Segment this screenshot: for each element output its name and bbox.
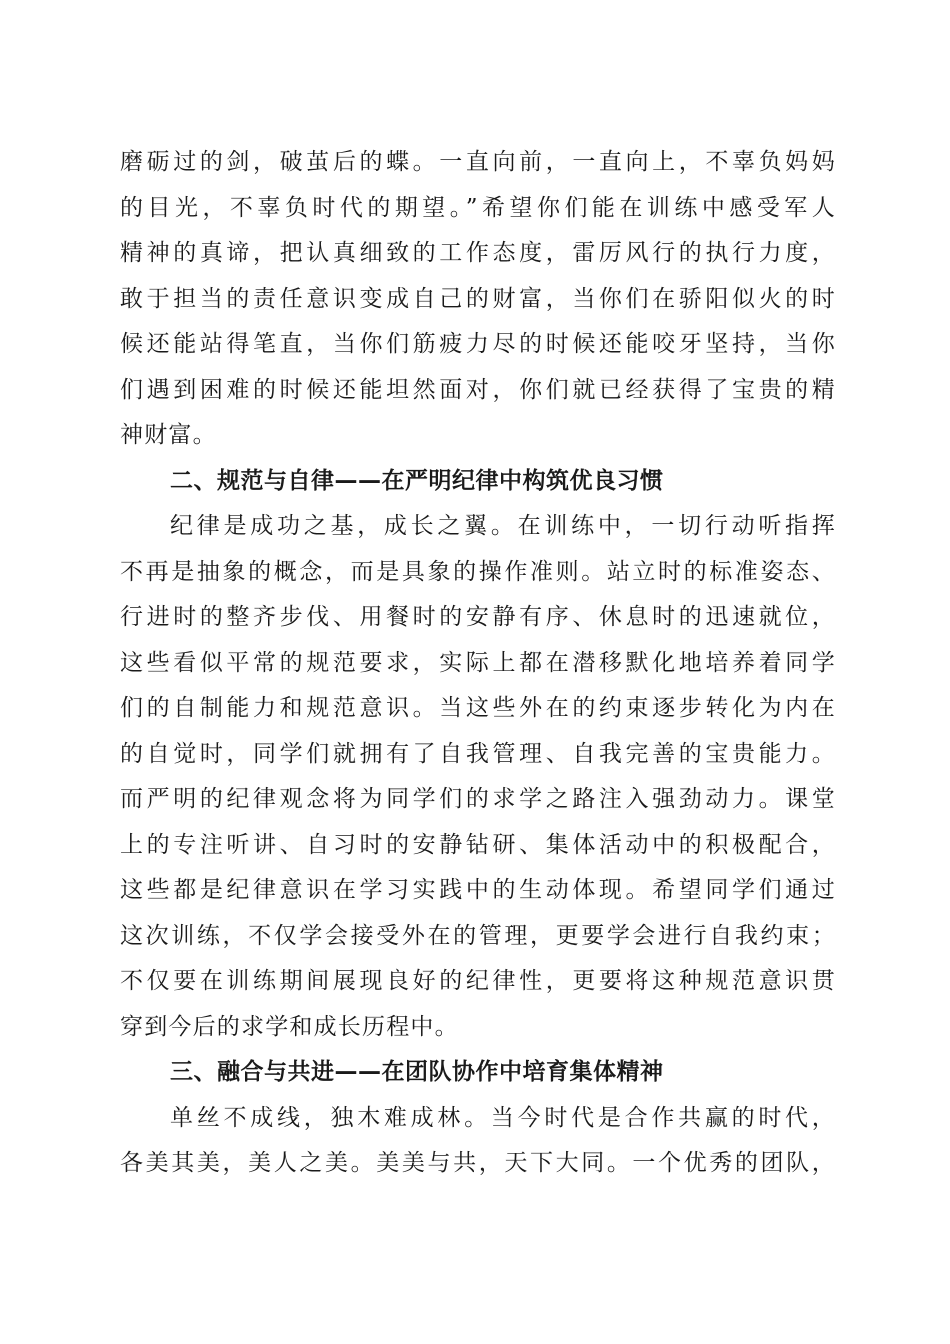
paragraph-2-line-5: 们的自制能力和规范意识。当这些外在的约束逐步转化为内在 (120, 695, 836, 721)
paragraph-2-line-3: 行进时的整齐步伐、用餐时的安静有序、休息时的迅速就位， (120, 604, 836, 630)
paragraph-1-line-1: 磨砺过的剑，破茧后的蝶。一直向前，一直向上，不辜负妈妈 (120, 149, 836, 175)
paragraph-3-line-1: 单丝不成线，独木难成林。当今时代是合作共赢的时代， (170, 1104, 836, 1131)
paragraph-2-line-10: 这次训练，不仅学会接受外在的管理，更要学会进行自我约束； (120, 922, 836, 949)
paragraph-2-line-4: 这些看似平常的规范要求，实际上都在潜移默化地培养着同学 (120, 649, 836, 676)
document-body (120, 140, 836, 1187)
paragraph-1-line-3: 精神的真谛，把认真细致的工作态度，雷厉风行的执行力度， (120, 240, 836, 266)
section-heading-2: 二、规范与自律——在严明纪律中构筑优良习惯 (170, 467, 664, 494)
section-heading-3: 三、融合与共进——在团队协作中培育集体精神 (170, 1059, 664, 1085)
paragraph-2-line-1: 纪律是成功之基，成长之翼。在训练中，一切行动听指挥 (170, 513, 836, 539)
paragraph-1-line-7: 神财富。 (120, 422, 217, 448)
paragraph-2-line-7: 而严明的纪律观念将为同学们的求学之路注入强劲动力。课堂 (120, 786, 836, 812)
paragraph-2-line-12: 穿到今后的求学和成长历程中。 (120, 1013, 459, 1040)
paragraph-1-line-6: 们遇到困难的时候还能坦然面对，你们就已经获得了宝贵的精 (120, 376, 836, 403)
paragraph-2-line-11: 不仅要在训练期间展现良好的纪律性，更要将这种规范意识贯 (120, 968, 836, 994)
paragraph-2-line-6: 的自觉时，同学们就拥有了自我管理、自我完善的宝贵能力。 (120, 740, 836, 767)
paragraph-1-line-2: 的目光，不辜负时代的期望。”希望你们能在训练中感受军人 (120, 194, 836, 221)
paragraph-2-line-2: 不再是抽象的概念，而是具象的操作准则。站立时的标准姿态、 (120, 558, 836, 585)
paragraph-1-line-5: 候还能站得笔直，当你们筋疲力尽的时候还能咬牙坚持，当你 (120, 331, 836, 357)
paragraph-2-line-8: 上的专注听讲、自习时的安静钻研、集体活动中的积极配合， (120, 831, 836, 858)
paragraph-3-line-2: 各美其美，美人之美。美美与共，天下大同。一个优秀的团队， (120, 1150, 836, 1176)
paragraph-2-line-9: 这些都是纪律意识在学习实践中的生动体现。希望同学们通过 (120, 877, 836, 903)
paragraph-1-line-4: 敢于担当的责任意识变成自己的财富，当你们在骄阳似火的时 (120, 285, 836, 312)
